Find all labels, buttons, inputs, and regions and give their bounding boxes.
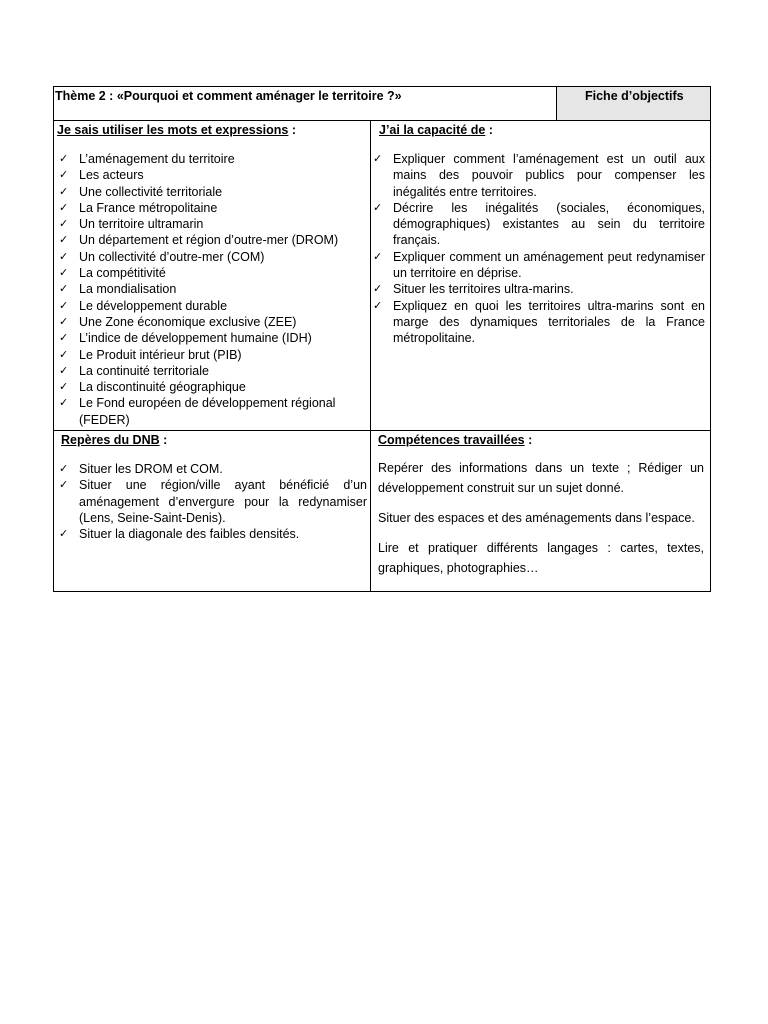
- checkmark-icon: ✓: [59, 299, 69, 312]
- list-item: [57, 265, 367, 281]
- checkmark-icon: ✓: [59, 218, 69, 231]
- checkmark-icon: ✓: [59, 315, 69, 328]
- list-item-text: Un collectivité d’outre-mer (COM): [79, 249, 265, 264]
- vocabulary-heading: Je sais utiliser les mots et expressions :: [57, 123, 297, 137]
- list-item-text: L’indice de développement humaine (IDH): [79, 331, 312, 346]
- list-item: [371, 281, 705, 297]
- list-item-text: Un département et région d’outre-mer (DROM): [79, 233, 339, 248]
- checkmark-icon: ✓: [59, 332, 69, 345]
- checkmark-icon: ✓: [59, 169, 69, 182]
- list-item: [57, 395, 367, 428]
- list-item-text: Expliquer comment l’aménagement est un outil aux mains des pouvoir publics pour compenser les inégalités entre territoires.: [393, 152, 705, 199]
- list-item-text: Situer une région/ville ayant bénéficié d’un aménagement d’envergure pour la redynamiser (Lens, Seine-Saint-Denis).: [79, 478, 367, 525]
- checkmark-icon: ✓: [59, 528, 69, 541]
- skills-paragraph: Lire et pratiquer différents langages : cartes, textes, graphiques, photographies…: [378, 541, 704, 575]
- checkmark-icon: ✓: [59, 283, 69, 296]
- checkmark-icon: ✓: [373, 283, 383, 296]
- list-item-text: Expliquer comment un aménagement peut redynamiser un territoire en déprise.: [393, 249, 705, 281]
- checkmark-icon: ✓: [59, 463, 69, 475]
- abilities-heading: J’ai la capacité de :: [379, 123, 493, 137]
- fiche-cell: [556, 86, 711, 121]
- list-item: [57, 151, 367, 167]
- list-item-text: Situer la diagonale des faibles densités.: [79, 527, 300, 542]
- checkmark-icon: ✓: [59, 185, 69, 198]
- checkmark-icon: ✓: [59, 381, 69, 394]
- dnb-landmarks-heading: Repères du DNB :: [61, 433, 168, 447]
- list-item-text: Le Produit intérieur brut (PIB): [79, 347, 242, 362]
- checkmark-icon: ✓: [373, 153, 383, 165]
- list-item: [57, 184, 367, 200]
- abilities-cell: [370, 120, 711, 431]
- dnb-landmarks-cell: [53, 430, 371, 592]
- checkmark-icon: ✓: [59, 397, 69, 410]
- objectives-table: [53, 86, 711, 592]
- list-item: [57, 461, 367, 477]
- checkmark-icon: ✓: [59, 479, 69, 492]
- list-item: [371, 298, 705, 347]
- list-item: [57, 477, 367, 526]
- list-item: [57, 298, 367, 314]
- list-item: [57, 232, 367, 248]
- list-item-text: Le Fond européen de développement régional (FEDER): [79, 396, 336, 427]
- skills-heading: Compétences travaillées :: [378, 433, 533, 447]
- list-item-text: La mondialisation: [79, 282, 177, 297]
- list-item: [57, 330, 367, 346]
- list-item: [371, 151, 705, 200]
- vocabulary-list: [57, 151, 367, 428]
- fiche-label: Fiche d’objectifs: [585, 89, 684, 103]
- list-item-text: Expliquez en quoi les territoires ultra-marins sont en marge des dynamiques territoriales de la France métropolitaine.: [393, 298, 705, 346]
- theme-title: Thème 2 : «Pourquoi et comment aménager le territoire ?»: [55, 89, 402, 103]
- list-item: [57, 363, 367, 379]
- checkmark-icon: ✓: [59, 234, 69, 247]
- list-item: [57, 526, 367, 542]
- theme-title-cell: [53, 86, 557, 121]
- list-item-text: La continuité territoriale: [79, 363, 209, 378]
- checkmark-icon: ✓: [59, 153, 69, 165]
- list-item-text: La compétitivité: [79, 266, 166, 281]
- skills-paragraph: Repérer des informations dans un texte ; Rédiger un développement construit sur un sujet donné.: [378, 461, 704, 495]
- list-item: [57, 281, 367, 297]
- list-item: [57, 216, 367, 232]
- list-item: [371, 249, 705, 282]
- list-item-text: La France métropolitaine: [79, 200, 218, 215]
- list-item: [57, 347, 367, 363]
- list-item-text: Situer les DROM et COM.: [79, 462, 223, 476]
- checkmark-icon: ✓: [59, 267, 69, 280]
- list-item-text: Les acteurs: [79, 168, 144, 183]
- list-item-text: Un territoire ultramarin: [79, 217, 204, 232]
- list-item-text: La discontinuité géographique: [79, 380, 246, 395]
- checkmark-icon: ✓: [59, 250, 69, 263]
- checkmark-icon: ✓: [373, 299, 383, 312]
- list-item: [57, 314, 367, 330]
- list-item-text: Une Zone économique exclusive (ZEE): [79, 314, 297, 329]
- list-item: [371, 200, 705, 249]
- skills-cell: [370, 430, 711, 592]
- checkmark-icon: ✓: [59, 201, 69, 214]
- checkmark-icon: ✓: [373, 250, 383, 263]
- list-item: [57, 379, 367, 395]
- list-item-text: Une collectivité territoriale: [79, 184, 223, 199]
- list-item-text: Situer les territoires ultra-marins.: [393, 282, 574, 297]
- list-item: [57, 167, 367, 183]
- checkmark-icon: ✓: [59, 364, 69, 377]
- list-item-text: Décrire les inégalités (sociales, économiques, démographiques) existantes au sein du territoire français.: [393, 200, 705, 248]
- checkmark-icon: ✓: [373, 201, 383, 214]
- abilities-list: [371, 151, 705, 347]
- vocabulary-cell: [53, 120, 371, 431]
- dnb-landmarks-list: [57, 461, 367, 542]
- list-item-text: Le développement durable: [79, 298, 228, 313]
- list-item: [57, 249, 367, 265]
- checkmark-icon: ✓: [59, 348, 69, 361]
- list-item-text: L’aménagement du territoire: [79, 152, 235, 166]
- skills-paragraph: Situer des espaces et des aménagements dans l’espace.: [378, 511, 695, 525]
- list-item: [57, 200, 367, 216]
